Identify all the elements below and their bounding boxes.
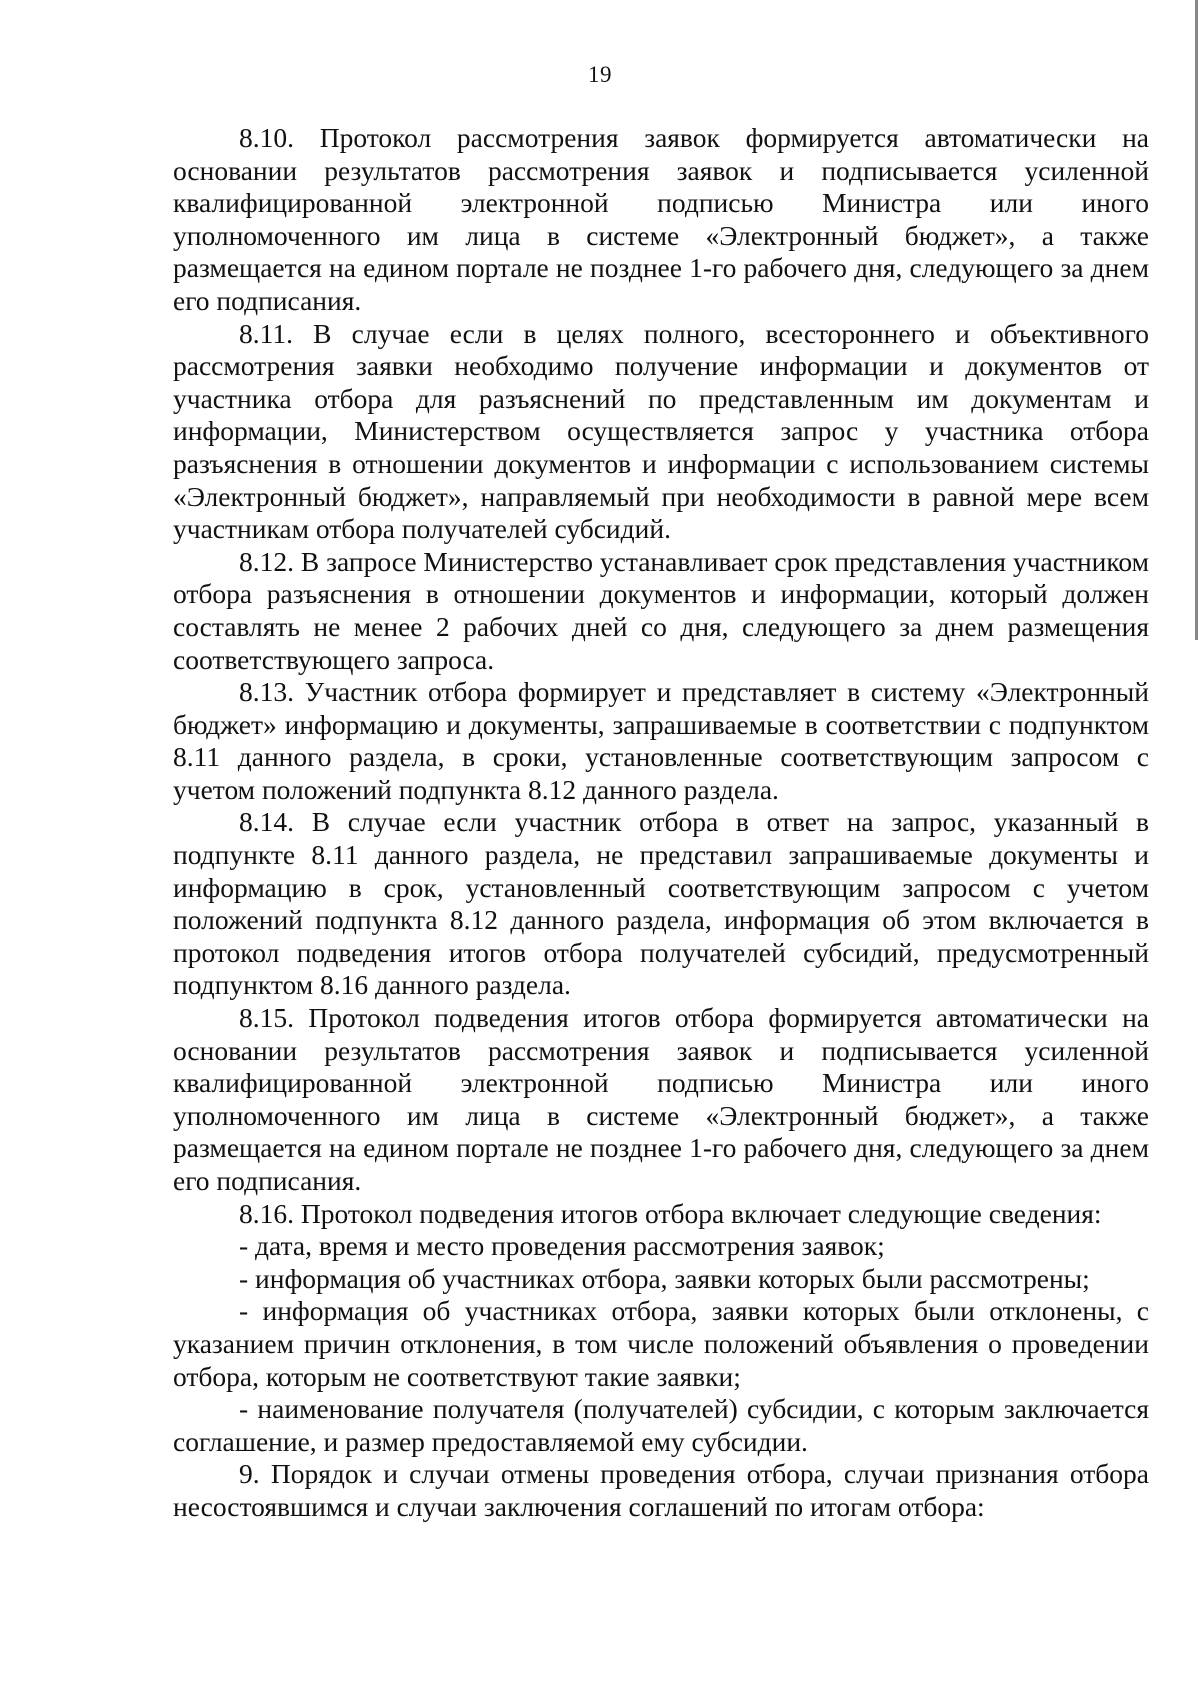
list-item-rejected-participants: - информация об участниках отбора, заявки которых были отклонены, с указанием причин отклонения, в том числе положений объявления о проведении отбора, которым не соответствуют такие заявки;: [173, 1295, 1149, 1392]
document-body: [173, 122, 1149, 1524]
list-item-considered-participants: - информация об участниках отбора, заявки которых были рассмотрены;: [239, 1262, 1090, 1294]
paragraph-8-16: 8.16. Протокол подведения итогов отбора включает следующие сведения:: [239, 1197, 1102, 1229]
paragraph-8-11: 8.11. В случае если в целях полного, всестороннего и объективного рассмотрения заявки необходимо получение информации и документов от участника отбора для разъяснений по представленным им документам и информации, Министерством осуществляется запрос у участника отбора разъяснения в отношении документов и информации с использованием системы «Электронный бюджет», направляемый при необходимости в равной мере всем участникам отбора получателей субсидий.: [173, 317, 1149, 545]
paragraph-8-13: 8.13. Участник отбора формирует и представляет в систему «Электронный бюджет» информацию и документы, запрашиваемые в соответствии с подпунктом 8.11 данного раздела, в сроки, установленные соответствующим запросом с учетом положений подпункта 8.12 данного раздела.: [173, 676, 1149, 805]
page-number: 19: [588, 62, 612, 87]
paragraph-9: 9. Порядок и случаи отмены проведения отбора, случаи признания отбора несостоявшимся и случаи заключения соглашений по итогам отбора:: [173, 1458, 1149, 1522]
paragraph-8-15: 8.15. Протокол подведения итогов отбора формируется автоматически на основании результатов рассмотрения заявок и подписывается усиленной квалифицированной электронной подписью Министра или иного уполномоченного им лица в системе «Электронный бюджет», а также размещается на едином портале не позднее 1-го рабочего дня, следующего за днем его подписания.: [173, 1002, 1149, 1196]
paragraph-8-10: 8.10. Протокол рассмотрения заявок формируется автоматически на основании результатов рассмотрения заявок и подписывается усиленной квалифицированной электронной подписью Министра или иного уполномоченного им лица в системе «Электронный бюджет», а также размещается на едином портале не позднее 1-го рабочего дня, следующего за днем его подписания.: [173, 122, 1149, 316]
paragraph-8-14: 8.14. В случае если участник отбора в ответ на запрос, указанный в подпункте 8.11 данного раздела, не представил запрашиваемые документы и информацию в срок, установленный соответствующим запросом с учетом положений подпункта 8.12 данного раздела, информация об этом включается в протокол подведения итогов отбора получателей субсидий, предусмотренный подпунктом 8.16 данного раздела.: [173, 806, 1149, 1001]
list-item-date-time-place: - дата, время и место проведения рассмотрения заявок;: [239, 1230, 885, 1262]
scan-margin-mark: [1195, 0, 1198, 640]
list-item-recipient-name: - наименование получателя (получателей) субсидии, с которым заключается соглашение, и размер предоставляемой ему субсидии.: [173, 1393, 1149, 1457]
paragraph-8-12: 8.12. В запросе Министерство устанавливает срок представления участником отбора разъяснения в отношении документов и информации, который должен составлять не менее 2 рабочих дней со дня, следующего за днем размещения соответствующего запроса.: [173, 545, 1149, 675]
